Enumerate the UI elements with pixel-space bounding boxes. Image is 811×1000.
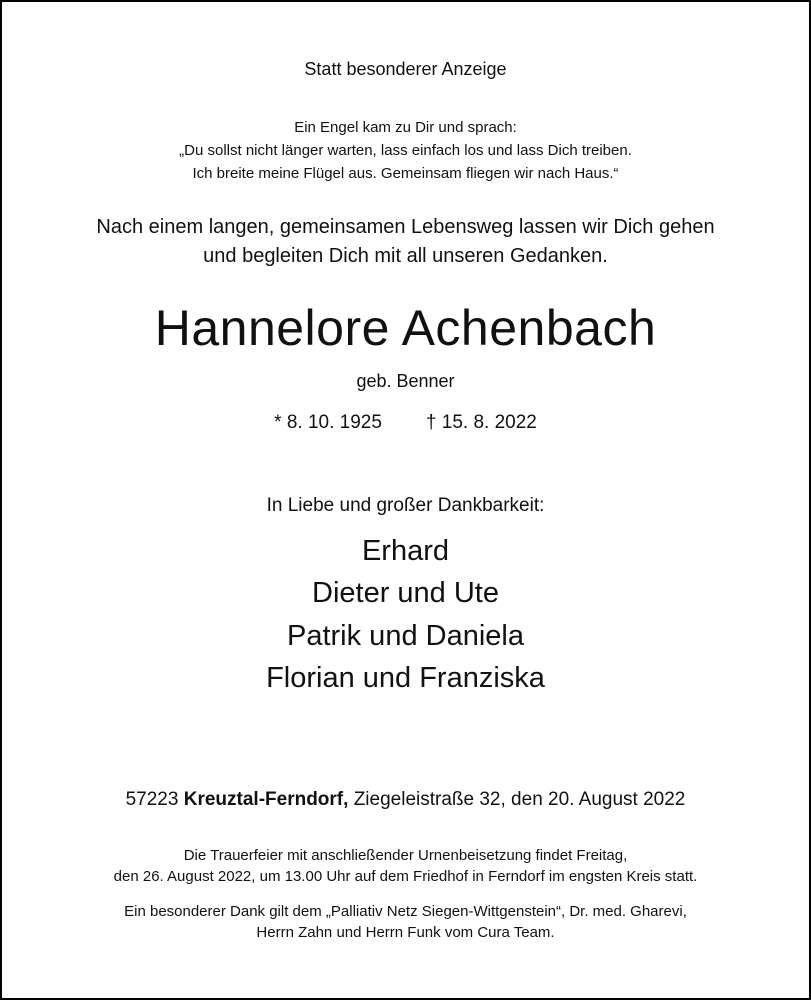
verse-line-3: Ich breite meine Flügel aus. Gemeinsam fliegen wir nach Haus.“ <box>192 165 619 182</box>
verse-line-2: „Du sollst nicht länger warten, lass einfach los und lass Dich treiben. <box>179 142 632 159</box>
notice-header: Statt besonderer Anzeige <box>304 59 507 79</box>
funeral-info-line-2: den 26. August 2022, um 13.00 Uhr auf dem Friedhof in Ferndorf im engsten Kreis statt. <box>113 868 698 885</box>
verse-line-1: Ein Engel kam zu Dir und sprach: <box>294 119 517 136</box>
death-date: † 15. 8. 2022 <box>425 412 537 433</box>
mourner-name: Patrik und Daniela <box>287 620 524 652</box>
intro-line-2: und begleiten Dich mit all unseren Gedanken. <box>203 245 608 267</box>
mourner-name: Florian und Franziska <box>266 662 545 694</box>
address-street-date: Ziegeleistraße 32, den 20. August 2022 <box>353 789 686 810</box>
intro-line-1: Nach einem langen, gemeinsamen Lebensweg lassen wir Dich gehen <box>96 216 715 238</box>
address-postcode: 57223 <box>125 789 179 810</box>
deceased-name: Hannelore Achenbach <box>154 300 657 356</box>
mourners-intro: In Liebe und großer Dankbarkeit: <box>266 495 545 516</box>
address-town: Kreuztal-Ferndorf, <box>183 789 349 810</box>
mourner-name: Dieter und Ute <box>312 577 499 609</box>
thanks-line-2: Herrn Zahn und Herrn Funk vom Cura Team. <box>256 924 555 941</box>
birth-name: geb. Benner <box>356 371 455 391</box>
thanks-line-1: Ein besonderer Dank gilt dem „Palliativ Netz Siegen-Wittgenstein“, Dr. med. Gharevi, <box>124 903 687 920</box>
mourner-name: Erhard <box>361 535 450 567</box>
mourning-address <box>2 789 809 811</box>
birth-date: * 8. 10. 1925 <box>274 412 382 433</box>
life-dates <box>2 412 809 434</box>
funeral-info-line-1: Die Trauerfeier mit anschließender Urnenbeisetzung findet Freitag, <box>183 847 628 864</box>
